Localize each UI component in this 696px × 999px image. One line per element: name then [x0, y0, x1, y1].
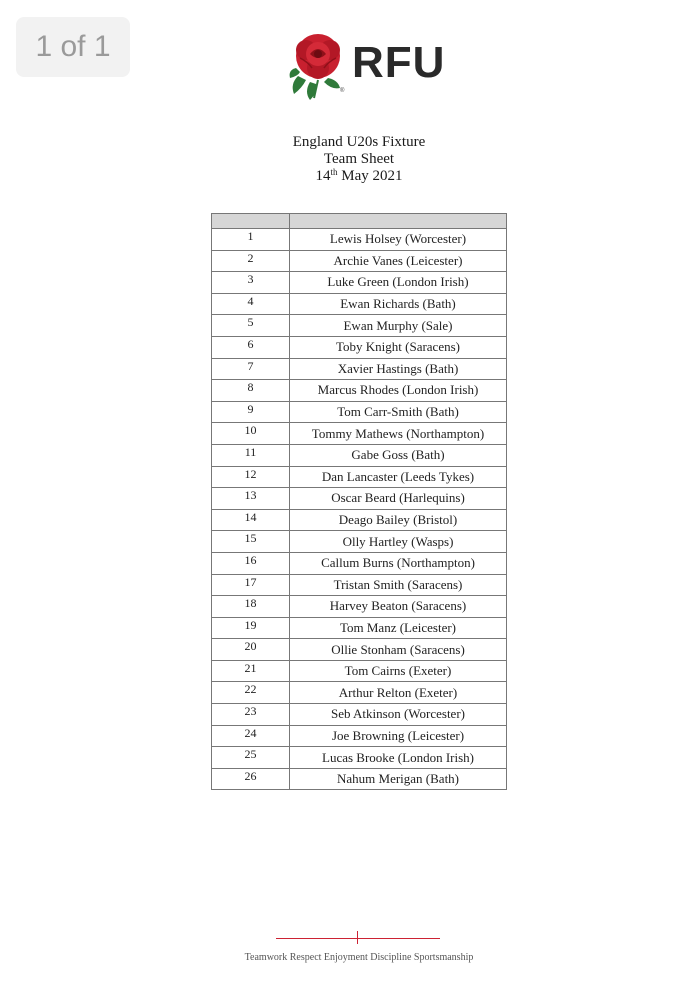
- player-name: Tommy Mathews (Northampton): [290, 423, 507, 445]
- header-player: [290, 214, 507, 229]
- shirt-number: 10: [212, 423, 290, 445]
- player-name: Dan Lancaster (Leeds Tykes): [290, 466, 507, 488]
- table-row: [212, 336, 507, 358]
- shirt-number: 6: [212, 336, 290, 358]
- table-row: [212, 574, 507, 596]
- table-row: [212, 704, 507, 726]
- shirt-number: 15: [212, 531, 290, 553]
- sheet-heading: [0, 134, 696, 185]
- table-row: [212, 617, 507, 639]
- shirt-number: 1: [212, 229, 290, 251]
- shirt-number: 11: [212, 444, 290, 466]
- player-name: Ewan Richards (Bath): [290, 293, 507, 315]
- player-name: Seb Atkinson (Worcester): [290, 704, 507, 726]
- shirt-number: 19: [212, 617, 290, 639]
- shirt-number: 8: [212, 380, 290, 402]
- player-name: Nahum Merigan (Bath): [290, 768, 507, 790]
- table-row: [212, 660, 507, 682]
- shirt-number: 17: [212, 574, 290, 596]
- player-name: Lewis Holsey (Worcester): [290, 229, 507, 251]
- table-row: [212, 272, 507, 294]
- table-row: [212, 725, 507, 747]
- player-name: Luke Green (London Irish): [290, 272, 507, 294]
- sheet-title: Team Sheet: [323, 151, 395, 167]
- table-header-row: [212, 214, 507, 229]
- shirt-number: 13: [212, 488, 290, 510]
- date-suffix: th: [330, 167, 338, 177]
- player-name: Gabe Goss (Bath): [290, 444, 507, 466]
- footer-divider: [276, 938, 440, 939]
- shirt-number: 12: [212, 466, 290, 488]
- player-name: Ewan Murphy (Sale): [290, 315, 507, 337]
- player-name: Oscar Beard (Harlequins): [290, 488, 507, 510]
- table-row: [212, 682, 507, 704]
- player-name: Arthur Relton (Exeter): [290, 682, 507, 704]
- shirt-number: 26: [212, 768, 290, 790]
- table-row: [212, 509, 507, 531]
- player-name: Harvey Beaton (Saracens): [290, 596, 507, 618]
- shirt-number: 14: [212, 509, 290, 531]
- shirt-number: 2: [212, 250, 290, 272]
- player-name: Tom Carr-Smith (Bath): [290, 401, 507, 423]
- shirt-number: 21: [212, 660, 290, 682]
- rfu-wordmark: RFU: [352, 38, 446, 87]
- shirt-number: 9: [212, 401, 290, 423]
- shirt-number: 18: [212, 596, 290, 618]
- table-row: [212, 531, 507, 553]
- table-row: [212, 358, 507, 380]
- page-indicator: 1 of 1: [16, 17, 130, 77]
- table-row: [212, 401, 507, 423]
- footer-values: Teamwork Respect Enjoyment Discipline Sportsmanship: [244, 952, 474, 963]
- table-row: [212, 315, 507, 337]
- shirt-number: 4: [212, 293, 290, 315]
- rfu-logo: [288, 28, 458, 102]
- shirt-number: 23: [212, 704, 290, 726]
- player-name: Marcus Rhodes (London Irish): [290, 380, 507, 402]
- table-row: [212, 552, 507, 574]
- player-name: Ollie Stonham (Saracens): [290, 639, 507, 661]
- footer-divider-tick: [357, 931, 358, 944]
- table-row: [212, 293, 507, 315]
- player-name: Archie Vanes (Leicester): [290, 250, 507, 272]
- shirt-number: 3: [212, 272, 290, 294]
- table-row: [212, 596, 507, 618]
- player-name: Joe Browning (Leicester): [290, 725, 507, 747]
- table-row: [212, 229, 507, 251]
- player-name: Tom Manz (Leicester): [290, 617, 507, 639]
- table-row: [212, 488, 507, 510]
- shirt-number: 24: [212, 725, 290, 747]
- table-row: [212, 380, 507, 402]
- date-month-year: May 2021: [337, 168, 403, 184]
- fixture-date: [0, 168, 696, 185]
- table-row: [212, 466, 507, 488]
- player-name: Tristan Smith (Saracens): [290, 574, 507, 596]
- fixture-title: England U20s Fixture: [292, 134, 426, 150]
- shirt-number: 7: [212, 358, 290, 380]
- player-name: Olly Hartley (Wasps): [290, 531, 507, 553]
- header-number: [212, 214, 290, 229]
- table-row: [212, 250, 507, 272]
- shirt-number: 25: [212, 747, 290, 769]
- date-day: 14: [315, 168, 331, 184]
- shirt-number: 16: [212, 552, 290, 574]
- team-sheet-table: [211, 213, 507, 790]
- table-row: [212, 639, 507, 661]
- table-row: [212, 768, 507, 790]
- shirt-number: 22: [212, 682, 290, 704]
- table-row: [212, 423, 507, 445]
- player-name: Lucas Brooke (London Irish): [290, 747, 507, 769]
- registered-mark: ®: [340, 88, 345, 94]
- player-name: Toby Knight (Saracens): [290, 336, 507, 358]
- player-name: Tom Cairns (Exeter): [290, 660, 507, 682]
- player-name: Xavier Hastings (Bath): [290, 358, 507, 380]
- table-row: [212, 444, 507, 466]
- shirt-number: 5: [212, 315, 290, 337]
- player-name: Deago Bailey (Bristol): [290, 509, 507, 531]
- player-name: Callum Burns (Northampton): [290, 552, 507, 574]
- table-row: [212, 747, 507, 769]
- shirt-number: 20: [212, 639, 290, 661]
